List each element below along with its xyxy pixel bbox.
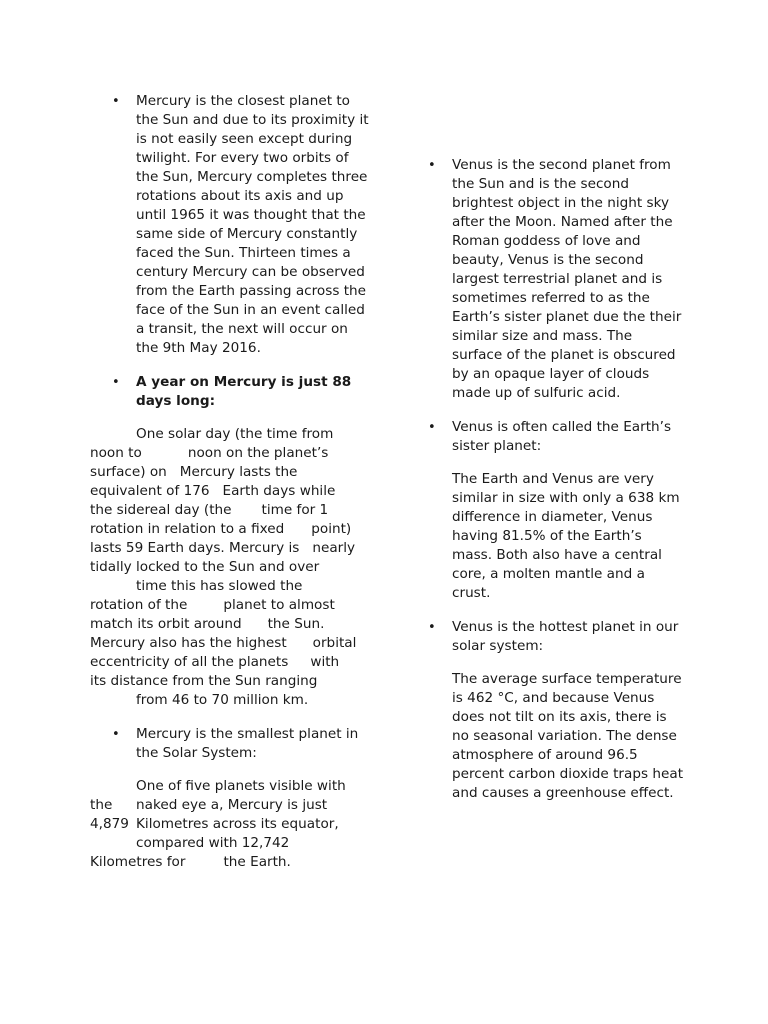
text-line: the Sun. [267, 616, 325, 632]
venus-intro-text: Venus is the second planet from the Sun and is the second brightest object in the night sky after the Moon. Named after the Roman goddess of love and beauty, Venus is the second largest terrestrial planet and is sometimes referred to as the Earth’s sister planet due the their similar size and mass. The surface of the planet is obscured by an opaque layer of clouds made up of sulfuric acid. [452, 157, 682, 401]
five-planets-paragraph [90, 777, 370, 872]
text-line: Mercury also has the highest [90, 635, 287, 651]
left-column [90, 92, 370, 872]
bullet-icon: • [112, 375, 120, 390]
text-line: noon on the planet’s [187, 445, 329, 461]
bullet-icon: • [428, 158, 436, 173]
text-line: the sidereal day (the [90, 502, 232, 518]
list-item-mercury-intro [90, 92, 370, 358]
text-line: 4,879 [90, 816, 129, 832]
text-line: with [310, 654, 340, 670]
text-line: the [90, 797, 113, 813]
right-column [426, 156, 684, 803]
text-line: surface) on [90, 464, 167, 480]
text-line: naked eye a, Mercury is just [136, 797, 328, 813]
text-line: rotation of the [90, 597, 188, 613]
smallest-heading: Mercury is the smallest planet in the Solar System: [136, 726, 359, 761]
text-line: equivalent of 176 [90, 483, 210, 499]
list-item-sister-heading [426, 418, 684, 456]
text-line: lasts 59 Earth days. Mercury is [90, 540, 300, 556]
bullet-icon: • [112, 94, 120, 109]
text-line: rotation in relation to a fixed [90, 521, 285, 537]
text-line: from 46 to 70 million km. [136, 692, 309, 708]
text-line: noon to [90, 445, 142, 461]
text-line: compared with 12,742 [136, 835, 290, 851]
text-line: Kilometres for [90, 854, 186, 870]
text-line: One of five planets visible with [136, 778, 346, 794]
list-item-year-heading [90, 373, 370, 411]
text-line: Earth days while [222, 483, 336, 499]
text-line: Kilometres across its equator, [136, 816, 339, 832]
text-line: its distance from the Sun ranging [90, 673, 318, 689]
text-line: nearly [312, 540, 356, 556]
text-line: Mercury lasts the [179, 464, 298, 480]
sister-paragraph: The Earth and Venus are very similar in size with only a 638 km difference in diameter, Venus having 81.5% of the Earth’s mass. Both also have a central core, a molten mantle and a crust. [452, 471, 680, 601]
list-item-hottest-heading [426, 618, 684, 656]
text-line: orbital [312, 635, 357, 651]
text-line: One solar day (the time from [136, 426, 334, 442]
text-line: time this has slowed the [136, 578, 303, 594]
bullet-icon: • [428, 620, 436, 635]
text-line: time for 1 [261, 502, 329, 518]
list-item-smallest-heading [90, 725, 370, 763]
sister-heading: Venus is often called the Earth’s sister planet: [452, 419, 672, 454]
year-heading: A year on Mercury is just 88 days long: [136, 374, 352, 409]
mercury-intro-text: Mercury is the closest planet to the Sun and due to its proximity it is not easily seen except during twilight. For every two orbits of the Sun, Mercury completes three rotations about its axis and up until 1965 it was thought that the same side of Mercury constantly faced the Sun. Thirteen times a century Mercury can be observed from the Earth passing across the face of the Sun in an event called a transit, the next will occur on the 9th May 2016. [136, 93, 369, 356]
text-line: point) [311, 521, 352, 537]
text-line: the Earth. [223, 854, 291, 870]
bullet-icon: • [112, 727, 120, 742]
text-line: eccentricity of all the planets [90, 654, 289, 670]
bullet-icon: • [428, 420, 436, 435]
hottest-paragraph: The average surface temperature is 462 °C, and because Venus does not tilt on its axis, there is no seasonal variation. The dense atmosphere of around 96.5 percent carbon dioxide traps heat and causes a greenhouse effect. [452, 671, 684, 801]
text-line: tidally locked to the Sun and over [90, 559, 320, 575]
text-line: planet to almost [223, 597, 335, 613]
list-item-venus-intro [426, 156, 684, 403]
text-line: match its orbit around [90, 616, 242, 632]
hottest-heading: Venus is the hottest planet in our solar system: [452, 619, 679, 654]
solar-day-paragraph [90, 425, 370, 710]
